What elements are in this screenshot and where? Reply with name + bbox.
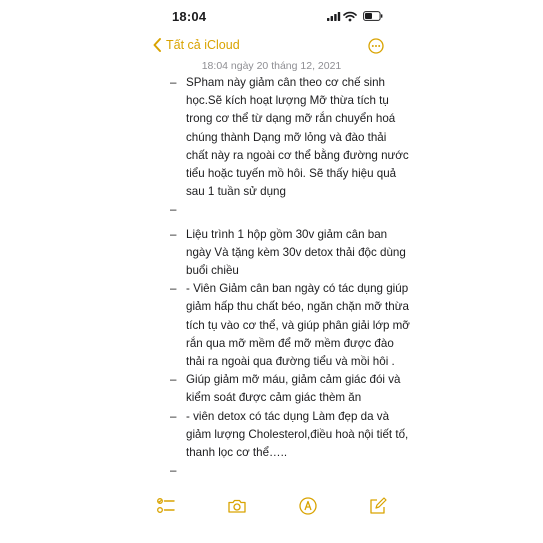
camera-icon[interactable] — [227, 496, 247, 516]
note-paragraph — [166, 226, 411, 281]
list-dash: – — [170, 464, 177, 478]
note-paragraph — [166, 462, 411, 480]
note-paragraph — [166, 408, 411, 463]
notes-app-screen — [130, 0, 413, 543]
note-paragraph — [166, 201, 411, 219]
checklist-icon[interactable] — [156, 496, 176, 516]
paragraph-text: - viên detox có tác dụng Làm đẹp da và giảm lượng Cholesterol,điều hoà nội tiết tố, thanh lọc cơ thể….. — [186, 409, 409, 460]
pen-circle-icon[interactable] — [298, 496, 318, 516]
list-dash: – — [170, 76, 177, 89]
note-paragraph — [166, 371, 411, 407]
list-dash: – — [170, 282, 177, 296]
paragraph-text: - Viên Giảm cân ban ngày có tác dụng giúp giảm hấp thu chất béo, ngăn chặn mỡ thừa tích tụ vào cơ thể, và giúp phân giải lớp mỡ rắn qua mỡ mềm để mỡ mềm được đào thải ra ngoài qua đường tiểu và mồi hôi . — [186, 282, 410, 369]
compose-icon[interactable] — [368, 496, 388, 516]
cellular-signal-icon — [327, 12, 341, 21]
note-paragraph — [166, 74, 411, 201]
paragraph-text: Liệu trình 1 hộp gồm 30v giảm cân ban ngày Và tặng kèm 30v detox thải độc dùng buổi chiều — [186, 227, 406, 278]
ellipsis-circle-icon[interactable] — [368, 38, 384, 54]
note-body[interactable] — [166, 74, 411, 480]
list-dash: – — [170, 227, 177, 241]
paragraph-text: SPham này giảm cân theo cơ chế sinh học.Sẽ kích hoạt lượng Mỡ thừa tích tụ trong cơ thể từ dạng mỡ rắn chuyển hoá chúng thành Dạng mỡ lỏng và đào thải chất này ra ngoài cơ thể bằng đường nước tiểu hoặc tuyến mồ hôi. Sẽ thấy hiệu quả sau 1 tuần sử dụng — [186, 76, 409, 199]
back-button[interactable] — [152, 37, 240, 53]
wifi-icon — [343, 11, 357, 22]
list-dash: – — [170, 373, 177, 387]
status-time: 18:04 — [172, 9, 207, 24]
navigation-bar — [130, 34, 413, 58]
bottom-toolbar — [130, 496, 413, 520]
back-button-label: Tất cả iCloud — [166, 38, 240, 52]
list-dash: – — [170, 409, 177, 423]
chevron-left-icon — [152, 37, 162, 53]
battery-icon — [363, 11, 383, 21]
list-dash: – — [170, 203, 177, 217]
note-paragraph — [166, 280, 411, 371]
note-date: 18:04 ngày 20 tháng 12, 2021 — [201, 60, 342, 72]
paragraph-text: Giúp giảm mỡ máu, giảm cảm giác đói và kiểm soát được cảm giác thèm ăn — [186, 373, 401, 405]
status-bar — [130, 0, 413, 34]
